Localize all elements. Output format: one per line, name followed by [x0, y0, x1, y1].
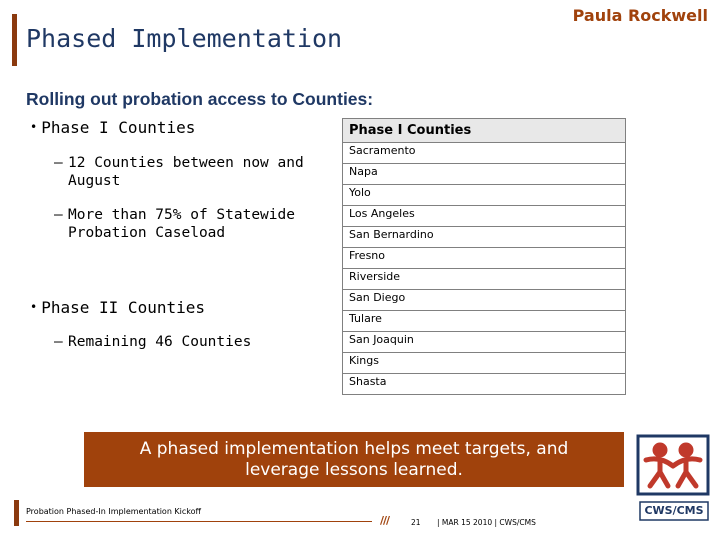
page-number: 21 — [411, 518, 421, 527]
sub-bullet-text-cont: August — [68, 173, 121, 189]
title-accent-bar — [12, 14, 17, 66]
cws-cms-logo — [636, 432, 712, 528]
table-row — [343, 185, 625, 206]
presenter-name: Paula Rockwell — [572, 6, 708, 25]
table-cell: San Diego — [349, 291, 406, 304]
sub-bullet-text: Remaining 46 Counties — [68, 334, 252, 350]
table-cell: Napa — [349, 165, 378, 178]
table-row — [343, 269, 625, 290]
table-row — [343, 311, 625, 332]
table-row — [343, 332, 625, 353]
sub-bullet-text: More than 75% of Statewide — [68, 207, 295, 223]
footer-title: Probation Phased-In Implementation Kickoff — [26, 507, 202, 516]
footer-slashes: /// — [380, 514, 390, 527]
table-cell: Fresno — [349, 249, 386, 262]
sub-bullet-remaining — [54, 333, 251, 351]
table-row — [343, 227, 625, 248]
bullet-phase-1-label: Phase I Counties — [41, 118, 196, 137]
table-row — [343, 143, 625, 164]
callout-line-2: leverage lessons learned. — [245, 459, 463, 480]
footer-meta: | MAR 15 2010 | CWS/CMS — [437, 518, 536, 527]
dash-marker: – — [54, 207, 63, 223]
table-cell: Yolo — [349, 186, 371, 199]
table-cell: San Bernardino — [349, 228, 434, 241]
table-header: Phase I Counties — [343, 119, 625, 143]
table-cell: Sacramento — [349, 144, 416, 157]
bullet-phase-2 — [30, 298, 205, 317]
table-cell: Tulare — [349, 312, 382, 325]
sub-bullet-text-cont: Probation Caseload — [68, 225, 226, 241]
bullet-phase-1 — [30, 118, 195, 137]
table-cell: Riverside — [349, 270, 401, 283]
sub-bullet-caseload — [54, 206, 295, 242]
dash-marker: – — [54, 334, 63, 350]
table-row — [343, 164, 625, 185]
table-cell: Shasta — [349, 375, 387, 388]
bullet-dot: • — [30, 300, 38, 314]
table-cell: Los Angeles — [349, 207, 415, 220]
counties-table — [342, 118, 626, 395]
table-row — [343, 206, 625, 227]
bullet-phase-2-label: Phase II Counties — [41, 298, 205, 317]
table-cell: San Joaquin — [349, 333, 414, 346]
table-cell: Kings — [349, 354, 379, 367]
dash-marker: – — [54, 155, 63, 171]
footer-accent-bar — [14, 500, 19, 526]
table-row — [343, 290, 625, 311]
sub-bullet-text: 12 Counties between now and — [68, 155, 304, 171]
logo-text: CWS/CMS — [644, 504, 704, 517]
bullet-dot: • — [30, 120, 38, 134]
section-heading: Rolling out probation access to Counties: — [26, 89, 374, 109]
table-row — [343, 248, 625, 269]
callout-line-1: A phased implementation helps meet targets, and — [139, 438, 569, 459]
table-row — [343, 353, 625, 374]
sub-bullet-counties-count — [54, 154, 304, 190]
footer-divider — [26, 521, 372, 522]
table-row — [343, 374, 625, 394]
callout-banner — [84, 432, 624, 487]
page-title: Phased Implementation — [26, 24, 343, 53]
